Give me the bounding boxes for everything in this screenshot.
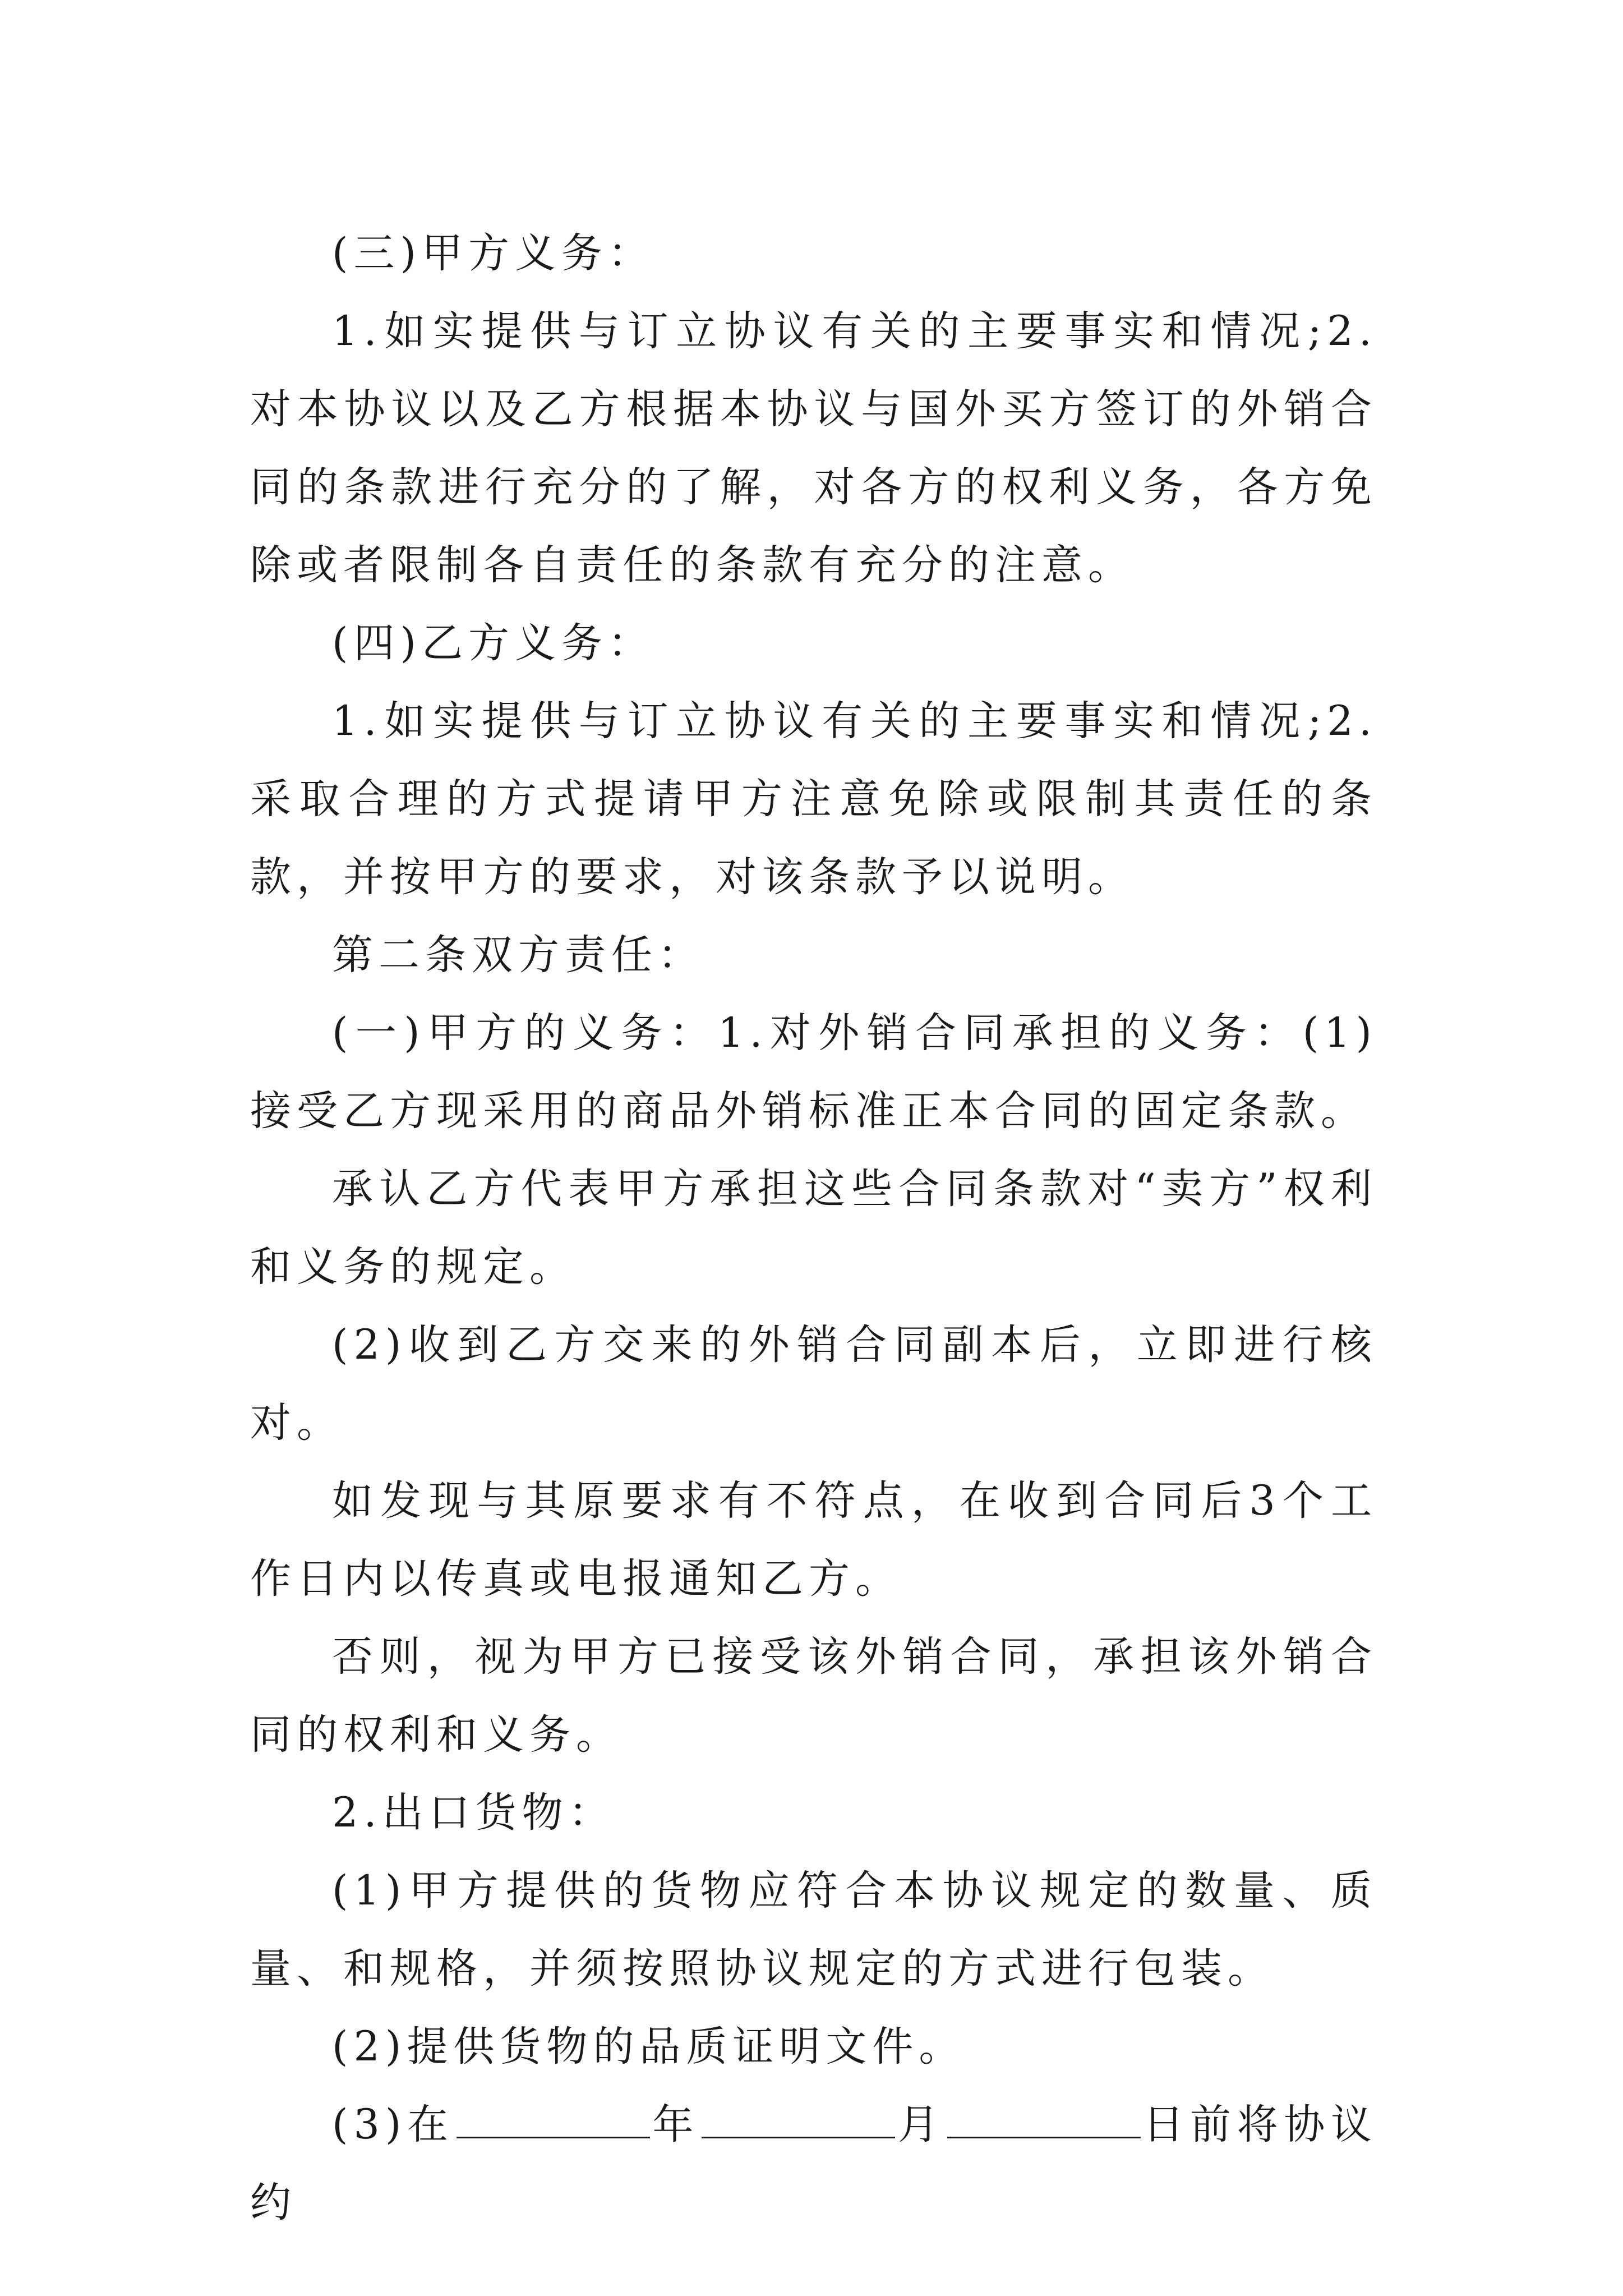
month-blank	[702, 2102, 895, 2138]
document-body	[250, 214, 1377, 2242]
year-label: 年	[652, 2101, 700, 2148]
paragraph-3: (四)乙方义务：	[332, 619, 654, 667]
paragraph-9: 如发现与其原要求有不符点，在收到合同后3个工作日内以传真或电报通知乙方。	[250, 1477, 1377, 1603]
year-blank	[457, 2102, 650, 2138]
date-clause-suffix: 日前将协议约	[250, 2101, 1378, 2226]
day-blank	[947, 2102, 1141, 2138]
paragraph-8: (2)收到乙方交来的外销合同副本后，立即进行核对。	[250, 1321, 1377, 1447]
paragraph-2: 1.如实提供与订立协议有关的主要事实和情况;2.对本协议以及乙方根据本协议与国外买方签订的外销合同的条款进行充分的了解，对各方的权利义务，各方免除或者限制各自责任的条款有充分的注意。	[250, 307, 1377, 589]
paragraph-11: 2.出口货物：	[332, 1789, 615, 1837]
paragraph-12: (1)甲方提供的货物应符合本协议规定的数量、质量、和规格，并须按照协议规定的方式进行包装。	[250, 1867, 1377, 1993]
paragraph-1: (三)甲方义务：	[332, 229, 654, 277]
paragraph-13: (2)提供货物的品质证明文件。	[332, 2023, 966, 2070]
paragraph-7: 承认乙方代表甲方承担这些合同条款对“卖方”权利和义务的规定。	[250, 1165, 1377, 1291]
date-clause-prefix: (3)在	[332, 2101, 454, 2148]
paragraph-10: 否则，视为甲方已接受该外销合同，承担该外销合同的权利和义务。	[250, 1633, 1377, 1759]
paragraph-date-clause	[250, 2086, 1377, 2242]
month-label: 月	[897, 2101, 945, 2148]
paragraph-6: (一)甲方的义务：1.对外销合同承担的义务：(1)接受乙方现采用的商品外销标准正本合同的固定条款。	[250, 1009, 1377, 1135]
paragraph-5: 第二条双方责任：	[332, 931, 704, 979]
paragraph-4: 1.如实提供与订立协议有关的主要事实和情况;2.采取合理的方式提请甲方注意免除或限制其责任的条款，并按甲方的要求，对该条款予以说明。	[250, 697, 1377, 901]
